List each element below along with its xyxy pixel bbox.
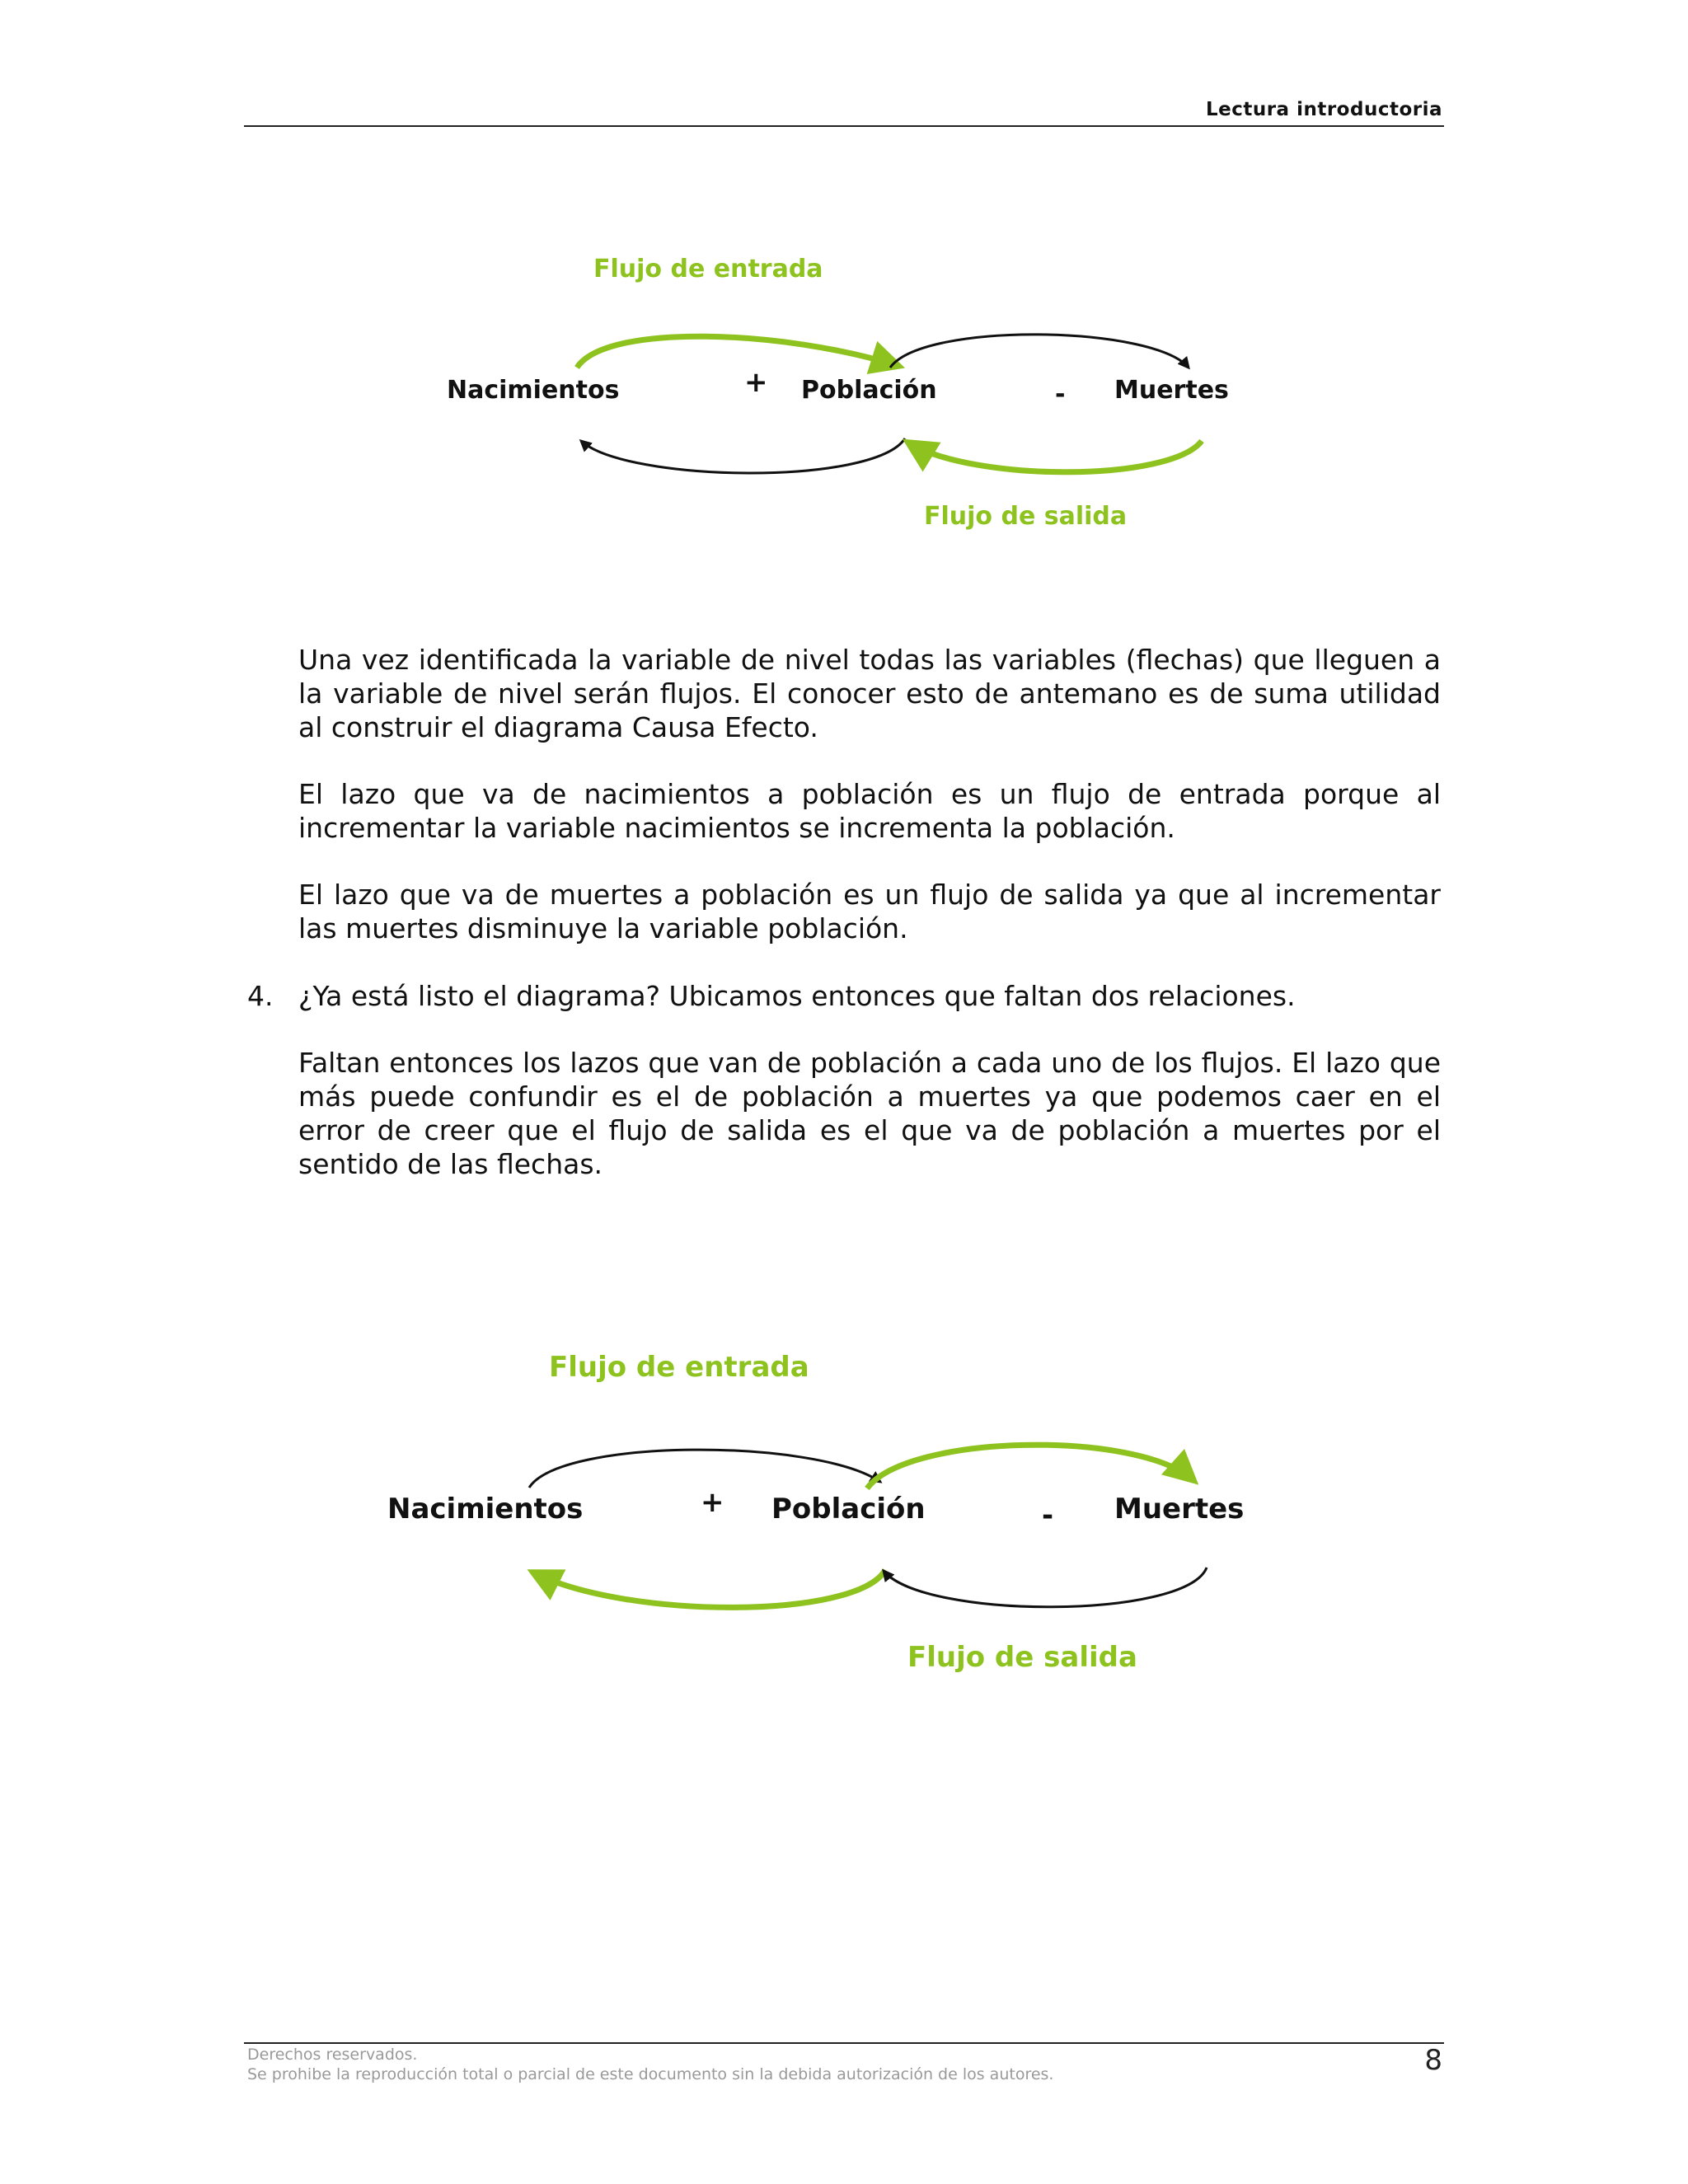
page-number: 8: [1424, 2044, 1442, 2077]
paragraph-missing-relations: Faltan entonces los lazos que van de población a cada uno de los flujos. El lazo que más puede confundir es el de población a muertes ya que podemos caer en el error de creer que el flujo de salida es el que va de población a muertes por el sentido de las flechas.: [298, 1047, 1441, 1180]
inflow-arrow: [577, 336, 898, 368]
population-to-deaths-arrow: [890, 335, 1189, 368]
deaths-to-population-arrow: [884, 1568, 1207, 1607]
outflow-arrow: [908, 441, 1202, 472]
paragraph-outflow-explanation: El lazo que va de muertes a población es un flujo de salida ya que al incrementar las muertes disminuye la variable población.: [298, 879, 1441, 944]
node-deaths: Muertes: [1114, 376, 1229, 405]
node-births: Nacimientos: [447, 376, 620, 405]
sign-minus: -: [1042, 1499, 1054, 1532]
node-births: Nacimientos: [387, 1493, 584, 1526]
running-header: Lectura introductoria: [1205, 99, 1442, 120]
list-item-text: ¿Ya está listo el diagrama? Ubicamos entonces que faltan dos relaciones.: [298, 980, 1296, 1012]
footer-rights: Derechos reservados.: [247, 2046, 418, 2064]
sign-plus: +: [701, 1486, 724, 1519]
node-deaths: Muertes: [1114, 1493, 1245, 1526]
population-to-deaths-green-arrow: [867, 1445, 1193, 1488]
list-item-number: 4.: [247, 980, 274, 1012]
inflow-label: Flujo de entrada: [593, 255, 823, 284]
inflow-label: Flujo de entrada: [549, 1351, 809, 1384]
node-population: Población: [801, 376, 937, 405]
causal-diagram-1: [447, 255, 1229, 531]
footer-rule: [244, 2042, 1444, 2044]
sign-minus: -: [1055, 380, 1066, 409]
node-population: Población: [771, 1493, 926, 1526]
population-to-births-green-arrow: [533, 1570, 885, 1607]
paragraph-inflow-explanation: El lazo que va de nacimientos a población es un flujo de entrada porque al incrementar la variable nacimientos se incrementa la población.: [298, 778, 1441, 844]
outflow-label: Flujo de salida: [924, 502, 1128, 531]
outflow-label: Flujo de salida: [907, 1641, 1137, 1674]
causal-diagram-2: [387, 1351, 1244, 1674]
sign-plus: +: [744, 366, 768, 399]
footer-notice: Se prohibe la reproducción total o parcial de este documento sin la debida autorización de los autores.: [247, 2065, 1054, 2083]
population-to-births-arrow: [581, 438, 905, 473]
births-to-population-arrow: [529, 1450, 880, 1488]
paragraph-flow-definition: Una vez identificada la variable de nivel todas las variables (flechas) que lleguen a la variable de nivel serán flujos. El conocer esto de antemano es de suma utilidad al construir el diagrama Causa Efecto.: [298, 644, 1441, 743]
